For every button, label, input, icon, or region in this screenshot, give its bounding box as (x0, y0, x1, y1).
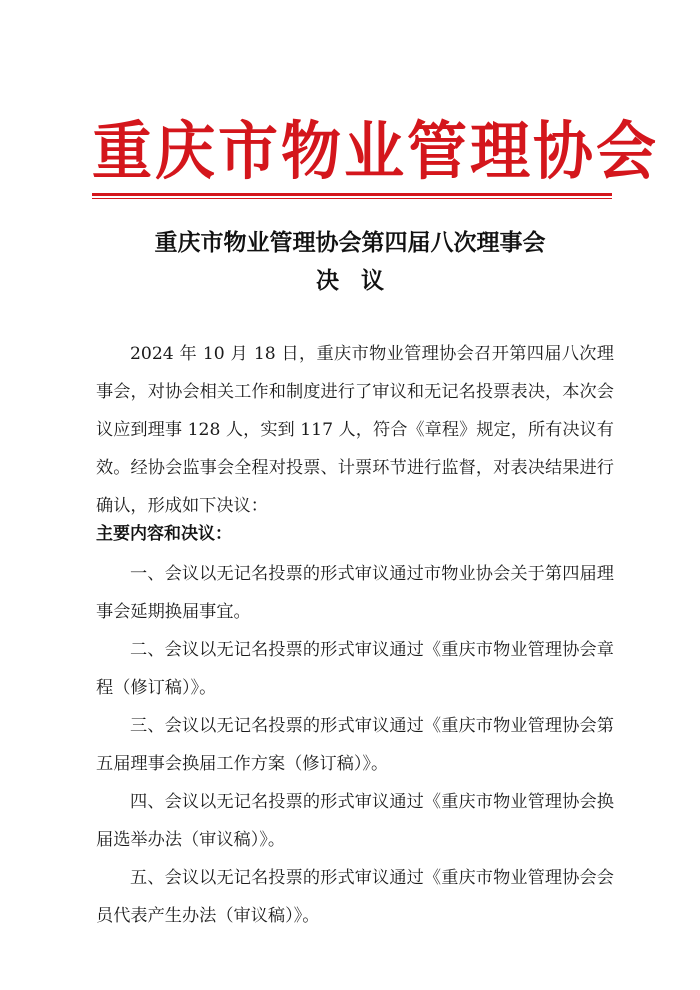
resolution-item: 五、会议以无记名投票的形式审议通过《重庆市物业管理协会会员代表产生办法（审议稿）》。 (96, 868, 614, 926)
resolution-item: 三、会议以无记名投票的形式审议通过《重庆市物业管理协会第五届理事会换届工作方案（修订稿）》。 (96, 716, 614, 774)
letterhead-rule-thick (92, 193, 612, 196)
document-title: 重庆市物业管理协会第四届八次理事会 (154, 230, 546, 256)
letterhead-org-name: 重庆市物业管理协会 (92, 115, 659, 189)
resolution-item: 二、会议以无记名投票的形式审议通过《重庆市物业管理协会章程（修订稿）》。 (96, 640, 614, 698)
document-subtitle: 决议 (316, 268, 406, 294)
intro-paragraph: 2024 年 10 月 18 日，重庆市物业管理协会召开第四届八次理事会，对协会相关工作和制度进行了审议和无记名投票表决，本次会议应到理事 128 人，实到 117 人，符合《章程》规定，所有决议有效。经协会监事会全程对投票、计票环节进行监督，对表决结果进行确认，形成如下决议： (96, 344, 614, 516)
section-heading: 主要内容和决议： (96, 524, 232, 544)
resolution-item: 四、会议以无记名投票的形式审议通过《重庆市物业管理协会换届选举办法（审议稿）》。 (96, 792, 614, 850)
resolution-list (96, 555, 614, 935)
letterhead-rule-thin (92, 198, 612, 199)
resolution-item: 一、会议以无记名投票的形式审议通过市物业协会关于第四届理事会延期换届事宜。 (96, 564, 614, 622)
